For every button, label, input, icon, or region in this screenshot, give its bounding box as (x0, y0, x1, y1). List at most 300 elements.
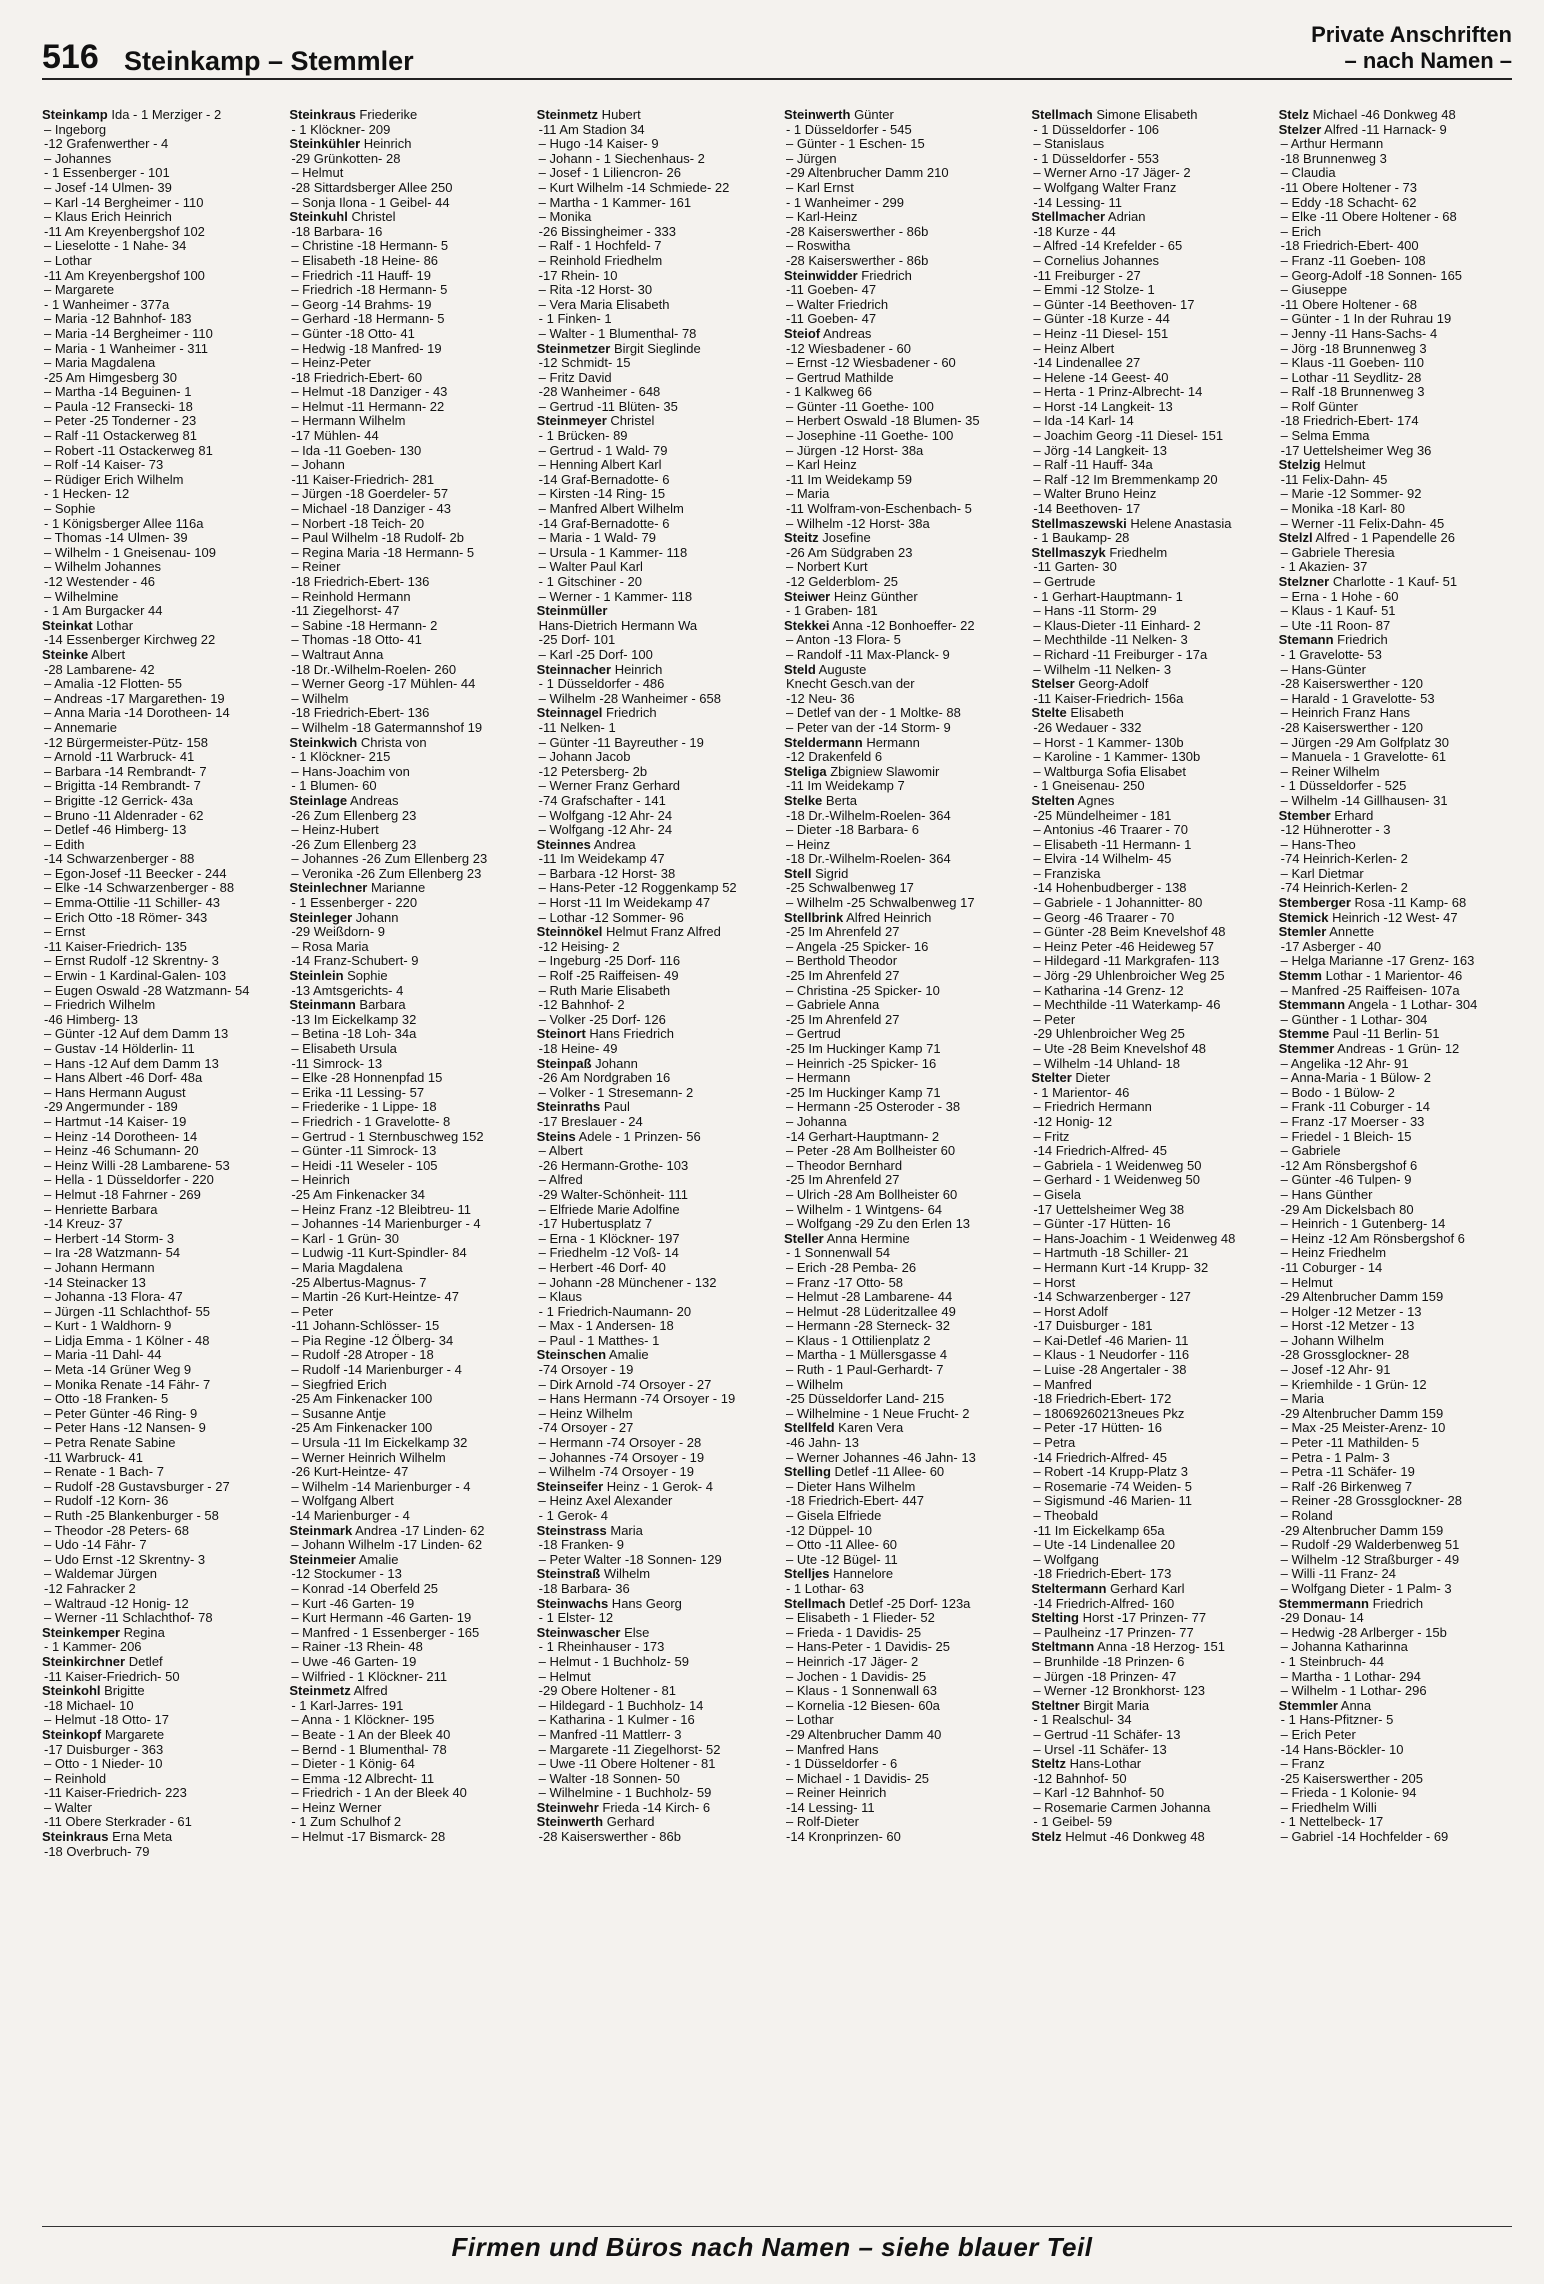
listing-entry (1031, 371, 1264, 386)
listing-entry (1279, 473, 1512, 488)
listing-entry (289, 823, 522, 838)
page-header (42, 20, 1512, 82)
entry-text: -25 Im Ahrenfeld 27 (785, 1012, 900, 1027)
entry-text: - 1 Steinbruch- 44 (1280, 1654, 1384, 1669)
entry-text: – Helmut -17 Bismarck- 28 (291, 1830, 446, 1845)
entry-text: -29 Altenbrucher Damm 159 (1280, 1523, 1444, 1538)
entry-text: – Wolfgang (1033, 1552, 1099, 1567)
listing-entry (289, 1640, 522, 1655)
listing-entry (1031, 239, 1264, 254)
listing-entry (289, 663, 522, 678)
entry-text: -11 Im Weidekamp 47 (538, 852, 665, 867)
entry-text: - 1 Rheinhauser - 173 (538, 1640, 665, 1655)
entry-text: -26 Kurt-Heintze- 47 (291, 1465, 409, 1480)
entry-text: – Waltburga Sofia Elisabet (1033, 764, 1187, 779)
surname-entry (1279, 1027, 1512, 1042)
listing-entry (289, 1597, 522, 1612)
surname: Stellmach (783, 1596, 846, 1611)
entry-text: – Klaus Erich Heinrich (44, 210, 172, 225)
listing-entry (1279, 1713, 1512, 1728)
entry-text: – Hans-Peter -12 Roggenkamp 52 (538, 881, 737, 896)
entry-text: – Hermann -74 Orsoyer - 28 (538, 1436, 702, 1451)
entry-text: – Helmut -18 Otto- 17 (44, 1713, 169, 1728)
entry-text: – Karl-Heinz (785, 210, 858, 225)
entry-text: -18 Friedrich-Ebert- 136 (291, 706, 430, 721)
entry-text: -29 Altenbrucher Damm 40 (785, 1727, 942, 1742)
listing-entry (42, 809, 275, 824)
listing-entry (1031, 619, 1264, 634)
listing-entry (784, 414, 1017, 429)
entry-text: – Gertrud (785, 1027, 841, 1042)
listing-entry (1279, 1553, 1512, 1568)
entry-text: – Friederike - 1 Lippe- 18 (291, 1100, 437, 1115)
entry-text: – Margarete -11 Ziegelhorst- 52 (538, 1742, 721, 1757)
entry-text: Paul (600, 1100, 630, 1115)
entry-text: -18 Friedrich-Ebert- 173 (1033, 1567, 1172, 1582)
surname: Steinwerth (536, 1815, 604, 1830)
listing-entry (289, 838, 522, 853)
surname: Steltmann (1031, 1640, 1095, 1655)
listing-entry (1279, 779, 1512, 794)
listing-entry (1279, 1684, 1512, 1699)
surname: Steinpaß (536, 1056, 592, 1071)
listing-entry (1279, 298, 1512, 313)
entry-text: – Ralf -26 Birkenweg 7 (1280, 1479, 1413, 1494)
entry-text: – Gabriel -14 Hochfelder - 69 (1280, 1830, 1449, 1845)
listing-entry (42, 1363, 275, 1378)
surname: Stellmaszewski (1031, 516, 1127, 531)
listing-entry (289, 166, 522, 181)
surname: Steinkraus (289, 108, 356, 122)
entry-text: – Vera Maria Elisabeth (538, 297, 670, 312)
entry-text: – Heinz Peter -46 Heideweg 57 (1033, 939, 1214, 954)
listing-entry (784, 838, 1017, 853)
entry-text: - 1 Düsseldorfer - 106 (1033, 122, 1160, 137)
surname-entry (289, 137, 522, 152)
entry-text: – Ute -11 Roon- 87 (1280, 618, 1391, 633)
entry-text: – Friedrich Wilhelm (44, 998, 156, 1013)
entry-text: – Werner -12 Bronkhorst- 123 (1033, 1684, 1206, 1699)
listing-entry (537, 371, 770, 386)
entry-text: – Claudia (1280, 166, 1336, 181)
surname: Stellmach (1031, 108, 1093, 122)
section-title-line-2: – nach Namen – (1344, 48, 1512, 73)
listing-entry (1031, 984, 1264, 999)
listing-entry (784, 123, 1017, 138)
entry-text: -25 Dorf- 101 (538, 633, 616, 648)
directory-column-4 (784, 108, 1017, 2216)
entry-text: – Mechthilde -11 Nelken- 3 (1033, 633, 1188, 648)
listing-entry (537, 794, 770, 809)
listing-entry (784, 1188, 1017, 1203)
entry-text: – Heinrich Franz Hans (1280, 706, 1410, 721)
entry-text: – Cornelius Johannes (1033, 253, 1160, 268)
listing-entry (537, 1159, 770, 1174)
listing-entry (42, 269, 275, 284)
listing-entry (537, 1786, 770, 1801)
entry-text: -11 Am Kreyenbergshof 100 (44, 268, 205, 283)
entry-text: – Erwin - 1 Kardinal-Galen- 103 (44, 969, 227, 984)
listing-entry (42, 867, 275, 882)
entry-text: -25 Im Ahrenfeld 27 (785, 969, 900, 984)
entry-text: – Heinz Willi -28 Lambarene- 53 (44, 1158, 230, 1173)
entry-text: – Werner -11 Felix-Dahn- 45 (1280, 516, 1445, 531)
surname-entry (784, 1597, 1017, 1612)
listing-entry (1031, 1305, 1264, 1320)
listing-entry (784, 779, 1017, 794)
listing-entry (1279, 517, 1512, 532)
entry-text: – Johannes -74 Orsoyer - 19 (538, 1450, 705, 1465)
entry-text: – Helmut -18 Danziger - 43 (291, 385, 448, 400)
surname: Steinkraus (42, 1830, 109, 1845)
surname-entry (42, 1728, 275, 1743)
listing-entry (1279, 400, 1512, 415)
listing-entry (537, 1713, 770, 1728)
surname-entry (42, 1655, 275, 1670)
listing-entry (784, 1611, 1017, 1626)
entry-text: – Monika Renate -14 Fähr- 7 (44, 1377, 211, 1392)
entry-text: – Detlef -46 Himberg- 13 (44, 823, 187, 838)
listing-entry (1279, 254, 1512, 269)
entry-text: – Elisabeth -18 Heine- 86 (291, 253, 439, 268)
entry-text: - 1 Zum Schulhof 2 (291, 1815, 402, 1830)
entry-text: Charlotte - 1 Kauf- 51 (1329, 575, 1458, 589)
entry-text: Andrea -17 Linden- 62 (352, 1523, 485, 1538)
listing-entry (289, 560, 522, 575)
entry-text: – Bruno -11 Aldenrader - 62 (44, 808, 204, 823)
listing-entry (42, 196, 275, 211)
entry-text: - 1 Am Burgacker 44 (44, 604, 163, 619)
listing-entry (1279, 342, 1512, 357)
listing-entry (42, 1319, 275, 1334)
entry-text: - 1 Gneisenau- 250 (1033, 779, 1145, 794)
surname-entry (537, 663, 770, 678)
entry-text: -17 Duisburger - 363 (44, 1742, 164, 1757)
entry-text: -28 Kaiserswerther - 86b (785, 224, 929, 239)
entry-text: – Elisabeth Ursula (291, 1042, 397, 1056)
listing-entry (784, 1713, 1017, 1728)
listing-entry (42, 517, 275, 532)
entry-text: – Henning Albert Karl (538, 458, 662, 473)
listing-entry (289, 1699, 522, 1714)
listing-entry (1279, 385, 1512, 400)
entry-text: – Manuela - 1 Gravelotte- 61 (1280, 750, 1447, 765)
listing-entry (289, 633, 522, 648)
entry-text: – Stanislaus (1033, 137, 1105, 152)
surname: Steins (536, 1129, 576, 1144)
entry-text: Alfred Heinrich (843, 910, 932, 925)
entry-text: -25 Am Finkenacker 100 (291, 1421, 433, 1436)
section-title-line-1: Private Anschriften (1311, 22, 1512, 47)
listing-entry (42, 954, 275, 969)
entry-text: – Wilhelm - 1 Lothar- 296 (1280, 1684, 1427, 1699)
listing-entry (42, 1232, 275, 1247)
listing-entry (1279, 1494, 1512, 1509)
entry-text: – Johann Wilhelm (1280, 1333, 1384, 1348)
listing-entry (1279, 225, 1512, 240)
entry-text: – Manfred -11 Mattlerr- 3 (538, 1727, 682, 1742)
entry-text: – Joachim Georg -11 Diesel- 151 (1033, 429, 1224, 444)
entry-text: – Kurt Hermann -46 Garten- 19 (291, 1611, 472, 1626)
surname: Stekkei (783, 618, 830, 633)
surname: Steinmeier (289, 1552, 356, 1567)
entry-text: – Wilhelm -14 Gillhausen- 31 (1280, 793, 1448, 808)
entry-text: -11 Wolfram-von-Eschenbach- 5 (785, 502, 972, 517)
listing-entry (1279, 590, 1512, 605)
listing-entry (42, 721, 275, 736)
listing-entry (1279, 736, 1512, 751)
entry-text: -12 Neu- 36 (785, 691, 855, 706)
entry-text: – Hedwig -18 Manfred- 19 (291, 341, 442, 356)
surname: Steinort (536, 1027, 586, 1042)
listing-entry (1279, 663, 1512, 678)
listing-entry (1031, 1290, 1264, 1305)
listing-entry (289, 1319, 522, 1334)
entry-text: – Helmut (538, 1669, 591, 1684)
listing-entry (289, 867, 522, 882)
entry-text: – Helmut -28 Lüderitzallee 49 (785, 1304, 956, 1319)
listing-entry (1279, 327, 1512, 342)
entry-text: – Harald - 1 Gravelotte- 53 (1280, 691, 1435, 706)
surname: Steldermann (783, 735, 863, 750)
entry-text: – Gertrud -11 Schäfer- 13 (1033, 1727, 1181, 1742)
listing-entry (784, 137, 1017, 152)
surname: Steinkohl (42, 1684, 101, 1699)
surname: Stemme (1278, 1027, 1330, 1042)
directory-columns (42, 108, 1512, 2216)
listing-entry (1031, 1057, 1264, 1072)
listing-entry (42, 531, 275, 546)
entry-text: - 1 Akazien- 37 (1280, 560, 1368, 575)
entry-text: – Sonja Ilona - 1 Geibel- 44 (291, 195, 450, 210)
surname-entry (1031, 677, 1264, 692)
entry-text: – Wilhelm -12 Horst- 38a (785, 516, 930, 531)
surname: Steitz (783, 531, 819, 546)
listing-entry (42, 984, 275, 999)
listing-entry (1031, 298, 1264, 313)
listing-entry (1279, 867, 1512, 882)
entry-text: – Anton -13 Flora- 5 (785, 633, 901, 648)
entry-text: -14 Graf-Bernadotte- 6 (538, 516, 670, 531)
entry-text: – Wilhelmine - 1 Buchholz- 59 (538, 1786, 712, 1801)
listing-entry (289, 1757, 522, 1772)
entry-text: – Peter (291, 1304, 334, 1319)
listing-entry (42, 1567, 275, 1582)
listing-entry (1279, 1144, 1512, 1159)
listing-entry (1279, 1611, 1512, 1626)
listing-entry (1279, 429, 1512, 444)
entry-text: – Maria -11 Dahl- 44 (44, 1348, 162, 1363)
surname: Stelser (1031, 677, 1075, 692)
surname-entry (289, 736, 522, 751)
listing-entry (42, 1188, 275, 1203)
surname-entry (1031, 210, 1264, 225)
surname-entry (289, 1684, 522, 1699)
surname: Steinmeyer (536, 414, 607, 429)
listing-entry (42, 1378, 275, 1393)
listing-entry (1031, 1363, 1264, 1378)
entry-text: – Jürgen -29 Am Golfplatz 30 (1280, 735, 1450, 750)
entry-text: -25 Im Ahrenfeld 27 (785, 925, 900, 940)
entry-text: Brigitte (100, 1684, 145, 1699)
listing-entry (1031, 633, 1264, 648)
entry-text: - 1 Gravelotte- 53 (1280, 647, 1382, 662)
surname: Steinkat (42, 618, 93, 633)
listing-entry (537, 458, 770, 473)
entry-text: -17 Uettelsheimer Weg 38 (1033, 1202, 1185, 1217)
listing-entry (1279, 648, 1512, 663)
listing-entry (784, 1027, 1017, 1042)
entry-text: -18 Franken- 9 (538, 1538, 624, 1553)
listing-entry (537, 852, 770, 867)
surname: Steinkirchner (42, 1654, 126, 1669)
surname-entry (289, 1553, 522, 1568)
listing-entry (1031, 1319, 1264, 1334)
entry-text: – Petra - 1 Palm- 3 (1280, 1450, 1390, 1465)
entry-text: -17 Uettelsheimer Weg 36 (1280, 443, 1432, 458)
surname-entry (1031, 794, 1264, 809)
listing-entry (1031, 1378, 1264, 1393)
header-divider (42, 78, 1512, 80)
listing-entry (537, 517, 770, 532)
entry-text: – Peter -28 Am Bollheister 60 (785, 1144, 956, 1159)
listing-entry (537, 269, 770, 284)
surname-entry (1279, 108, 1512, 123)
entry-text: – Helmut (291, 166, 344, 181)
listing-entry (784, 1655, 1017, 1670)
entry-text: – Peter Walter -18 Sonnen- 129 (538, 1552, 722, 1567)
surname: Stemmer (1278, 1042, 1335, 1056)
entry-text: – Rainer -13 Rhein- 48 (291, 1640, 423, 1655)
surname: Steinmann (289, 998, 356, 1013)
entry-text: Elisabeth (1066, 706, 1124, 721)
directory-column-5 (1031, 108, 1264, 2216)
listing-entry (784, 1276, 1017, 1291)
surname: Steinkuhl (289, 210, 348, 225)
entry-text: – Walter Paul Karl (538, 560, 643, 575)
entry-text: Hubert (598, 108, 641, 122)
directory-column-3 (537, 108, 770, 2216)
entry-text: – Helene -14 Geest- 40 (1033, 370, 1169, 385)
entry-text: – Gertrud - 1 Sternbuschweg 152 (291, 1129, 484, 1144)
entry-text: -17 Mühlen- 44 (291, 429, 379, 444)
entry-text: – Dirk Arnold -74 Orsoyer - 27 (538, 1377, 712, 1392)
surname: Stelten (1031, 793, 1075, 808)
entry-text: -26 Hermann-Grothe- 103 (538, 1158, 689, 1173)
entry-text: – Hartmuth -18 Schiller- 21 (1033, 1246, 1189, 1261)
listing-entry (42, 1801, 275, 1816)
surname-entry (537, 1524, 770, 1539)
entry-text: – Rita -12 Horst- 30 (538, 283, 653, 298)
entry-text: – Heinz -12 Am Rönsbergshof 6 (1280, 1231, 1465, 1246)
entry-text: – Elfriede Marie Adolfine (538, 1202, 680, 1217)
listing-entry (1279, 1159, 1512, 1174)
entry-text: Andreas (347, 793, 399, 808)
entry-text: – Waldemar Jürgen (44, 1567, 157, 1582)
listing-entry (537, 1261, 770, 1276)
entry-text: – Wilhelm - 1 Wintgens- 64 (785, 1202, 943, 1217)
listing-entry (1279, 1421, 1512, 1436)
surname-entry (1031, 108, 1264, 123)
entry-text: Andreas - 1 Grün- 12 (1334, 1042, 1460, 1056)
listing-entry (537, 998, 770, 1013)
entry-text: – Wilhelm -11 Nelken- 3 (1033, 662, 1172, 677)
entry-text: – Walter Friedrich (785, 297, 889, 312)
listing-entry (537, 1451, 770, 1466)
listing-entry (289, 298, 522, 313)
entry-text: – Richard -11 Freiburger - 17a (1033, 647, 1208, 662)
listing-entry (537, 1611, 770, 1626)
listing-entry (1031, 1524, 1264, 1539)
listing-entry (1031, 1684, 1264, 1699)
entry-text: – Brunhilde -18 Prinzen- 6 (1033, 1654, 1185, 1669)
entry-text: Margarete (101, 1727, 165, 1742)
listing-entry (784, 750, 1017, 765)
entry-text: Friedrich (1368, 1596, 1424, 1611)
listing-entry (537, 823, 770, 838)
listing-entry (537, 633, 770, 648)
entry-text: -18 Barbara- 36 (538, 1581, 630, 1596)
surname: Stelke (783, 793, 823, 808)
listing-entry (289, 312, 522, 327)
entry-text: – Heinz Wilhelm (538, 1406, 633, 1421)
entry-text: Simone Elisabeth (1092, 108, 1198, 122)
listing-entry (784, 458, 1017, 473)
entry-text: - 1 Finken- 1 (538, 312, 612, 327)
listing-entry (784, 1728, 1017, 1743)
entry-text: -17 Hubertusplatz 7 (538, 1217, 653, 1232)
entry-text: -18 Dr.-Wilhelm-Roelen- 364 (785, 852, 951, 867)
entry-text: -11 Obere Holtener - 68 (1280, 297, 1417, 312)
listing-entry (1279, 1509, 1512, 1524)
surname: Steinlein (289, 969, 344, 984)
listing-entry (42, 1699, 275, 1714)
surname: Stember (1278, 808, 1331, 823)
listing-entry (1031, 750, 1264, 765)
entry-text: – Ralf - 1 Hochfeld- 7 (538, 239, 662, 254)
listing-entry (289, 1567, 522, 1582)
listing-entry (784, 1246, 1017, 1261)
entry-text: – Peter -17 Hütten- 16 (1033, 1421, 1162, 1436)
listing-entry (42, 1100, 275, 1115)
listing-entry (537, 896, 770, 911)
entry-text: – Jürgen (785, 151, 837, 166)
listing-entry (42, 444, 275, 459)
listing-entry (42, 239, 275, 254)
entry-text: -11 Kaiser-Friedrich- 281 (291, 472, 435, 487)
entry-text: -74 Orsoyer - 27 (538, 1421, 634, 1436)
entry-text: – Werner -11 Schlachthof- 78 (44, 1611, 213, 1626)
listing-entry (784, 604, 1017, 619)
entry-text: -11 Goeben- 47 (785, 312, 877, 327)
listing-entry (1279, 1173, 1512, 1188)
entry-text: – Heinrich -17 Jäger- 2 (785, 1654, 919, 1669)
listing-entry (289, 1392, 522, 1407)
surname-entry (1279, 1597, 1512, 1612)
listing-entry (289, 1115, 522, 1130)
entry-text: - 1 Elster- 12 (538, 1611, 614, 1626)
listing-entry (1031, 181, 1264, 196)
entry-text: – Günter -12 Auf dem Damm 13 (44, 1027, 229, 1042)
entry-text: – Theodor -28 Peters- 68 (44, 1523, 190, 1538)
entry-text: – Josephine -11 Goethe- 100 (785, 429, 954, 444)
listing-entry (537, 1538, 770, 1553)
entry-text: -12 Petersberg- 2b (538, 764, 648, 779)
entry-text: – Günter -46 Tulpen- 9 (1280, 1173, 1412, 1188)
listing-entry (537, 560, 770, 575)
listing-entry (1279, 721, 1512, 736)
listing-entry (289, 1071, 522, 1086)
